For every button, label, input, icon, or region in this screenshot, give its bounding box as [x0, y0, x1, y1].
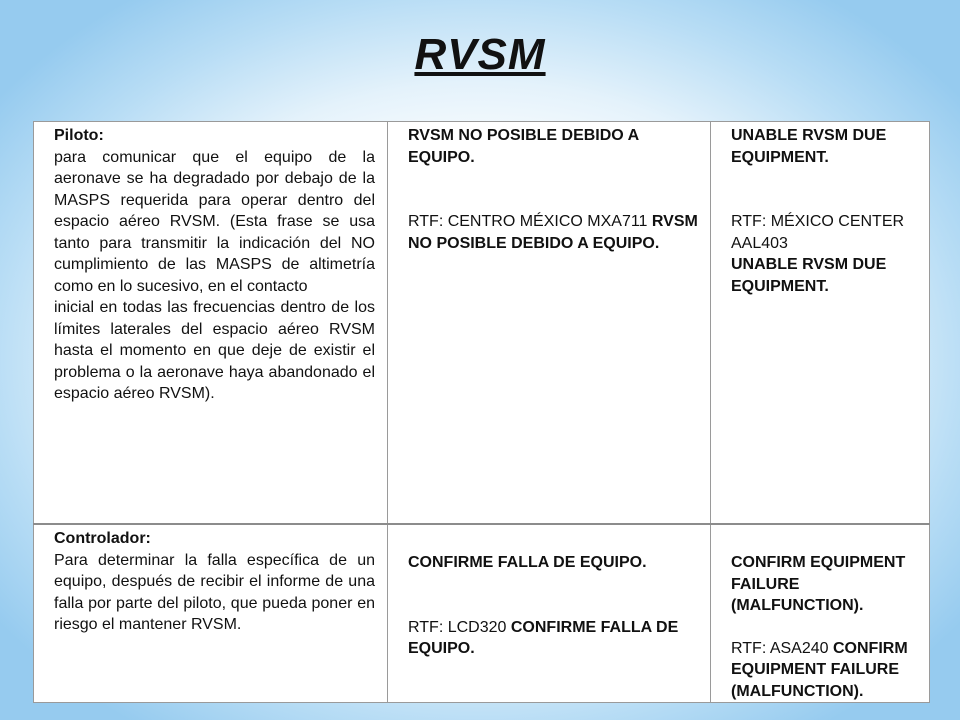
phraseology-table — [33, 121, 930, 703]
pilot-es-rtf-prefix: RTF: CENTRO MÉXICO MXA711 — [408, 213, 648, 230]
controller-description-cell — [34, 524, 388, 703]
spacer — [408, 168, 698, 211]
pilot-es-phrase: RVSM NO POSIBLE DEBIDO A EQUIPO. — [408, 127, 639, 166]
pilot-en-phrase: UNABLE RVSM DUE EQUIPMENT. — [731, 127, 887, 166]
controller-role-label: Controlador: — [54, 530, 151, 547]
pilot-description-part1: para comunicar que el equipo de la aeronave se ha degradado por debajo de la MASPS requerida para operar dentro del espacio aéreo RVSM. (Esta frase se usa tanto para transmitir la indicación del NO cumplimiento de las MASPS de altimetría como en lo sucesivo, en el contacto — [54, 148, 375, 295]
table-row-controller — [34, 524, 930, 703]
spacer — [731, 168, 917, 211]
pilot-spanish-cell — [388, 122, 711, 525]
pilot-es-rtf-phrase: RVSM NO POSIBLE DEBIDO A EQUIPO. — [408, 213, 698, 252]
page-title: RVSM — [414, 30, 546, 79]
controller-en-rtf — [731, 638, 917, 703]
pilot-en-rtf-prefix: RTF: MÉXICO CENTER AAL403 — [731, 213, 905, 252]
controller-es-rtf-phrase: CONFIRME FALLA DE EQUIPO. — [408, 618, 679, 657]
pilot-en-rtf-phrase: UNABLE RVSM DUE EQUIPMENT. — [731, 256, 887, 295]
controller-spanish-cell — [388, 524, 711, 703]
controller-es-rtf-prefix: RTF: LCD320 — [408, 618, 507, 636]
spacer — [408, 574, 698, 617]
controller-es-rtf — [408, 617, 698, 660]
table-row-pilot — [34, 122, 930, 525]
pilot-english-cell — [711, 122, 930, 525]
pilot-description-cell — [34, 122, 388, 525]
pilot-es-rtf — [408, 211, 698, 254]
controller-english-cell — [711, 524, 930, 703]
controller-description: Para determinar la falla específica de un equipo, después de recibir el informe de una falla por parte del piloto, que pueda poner en riesgo el mantener RVSM. — [54, 551, 375, 633]
controller-es-phrase: CONFIRME FALLA DE EQUIPO. — [408, 554, 647, 571]
spacer — [731, 617, 917, 638]
pilot-role-label: Piloto: — [54, 127, 104, 144]
controller-en-rtf-prefix: RTF: ASA240 — [731, 639, 829, 657]
controller-en-phrase: CONFIRM EQUIPMENT FAILURE (MALFUNCTION). — [731, 554, 906, 614]
controller-en-rtf-phrase: CONFIRM EQUIPMENT FAILURE (MALFUNCTION). — [731, 639, 908, 700]
pilot-description-part2: inicial en todas las frecuencias dentro de los límites laterales del espacio aéreo RVSM hasta el momento en que deje de existir el problema o la aeronave haya abandonado el espacio aéreo RVSM). — [54, 299, 375, 402]
